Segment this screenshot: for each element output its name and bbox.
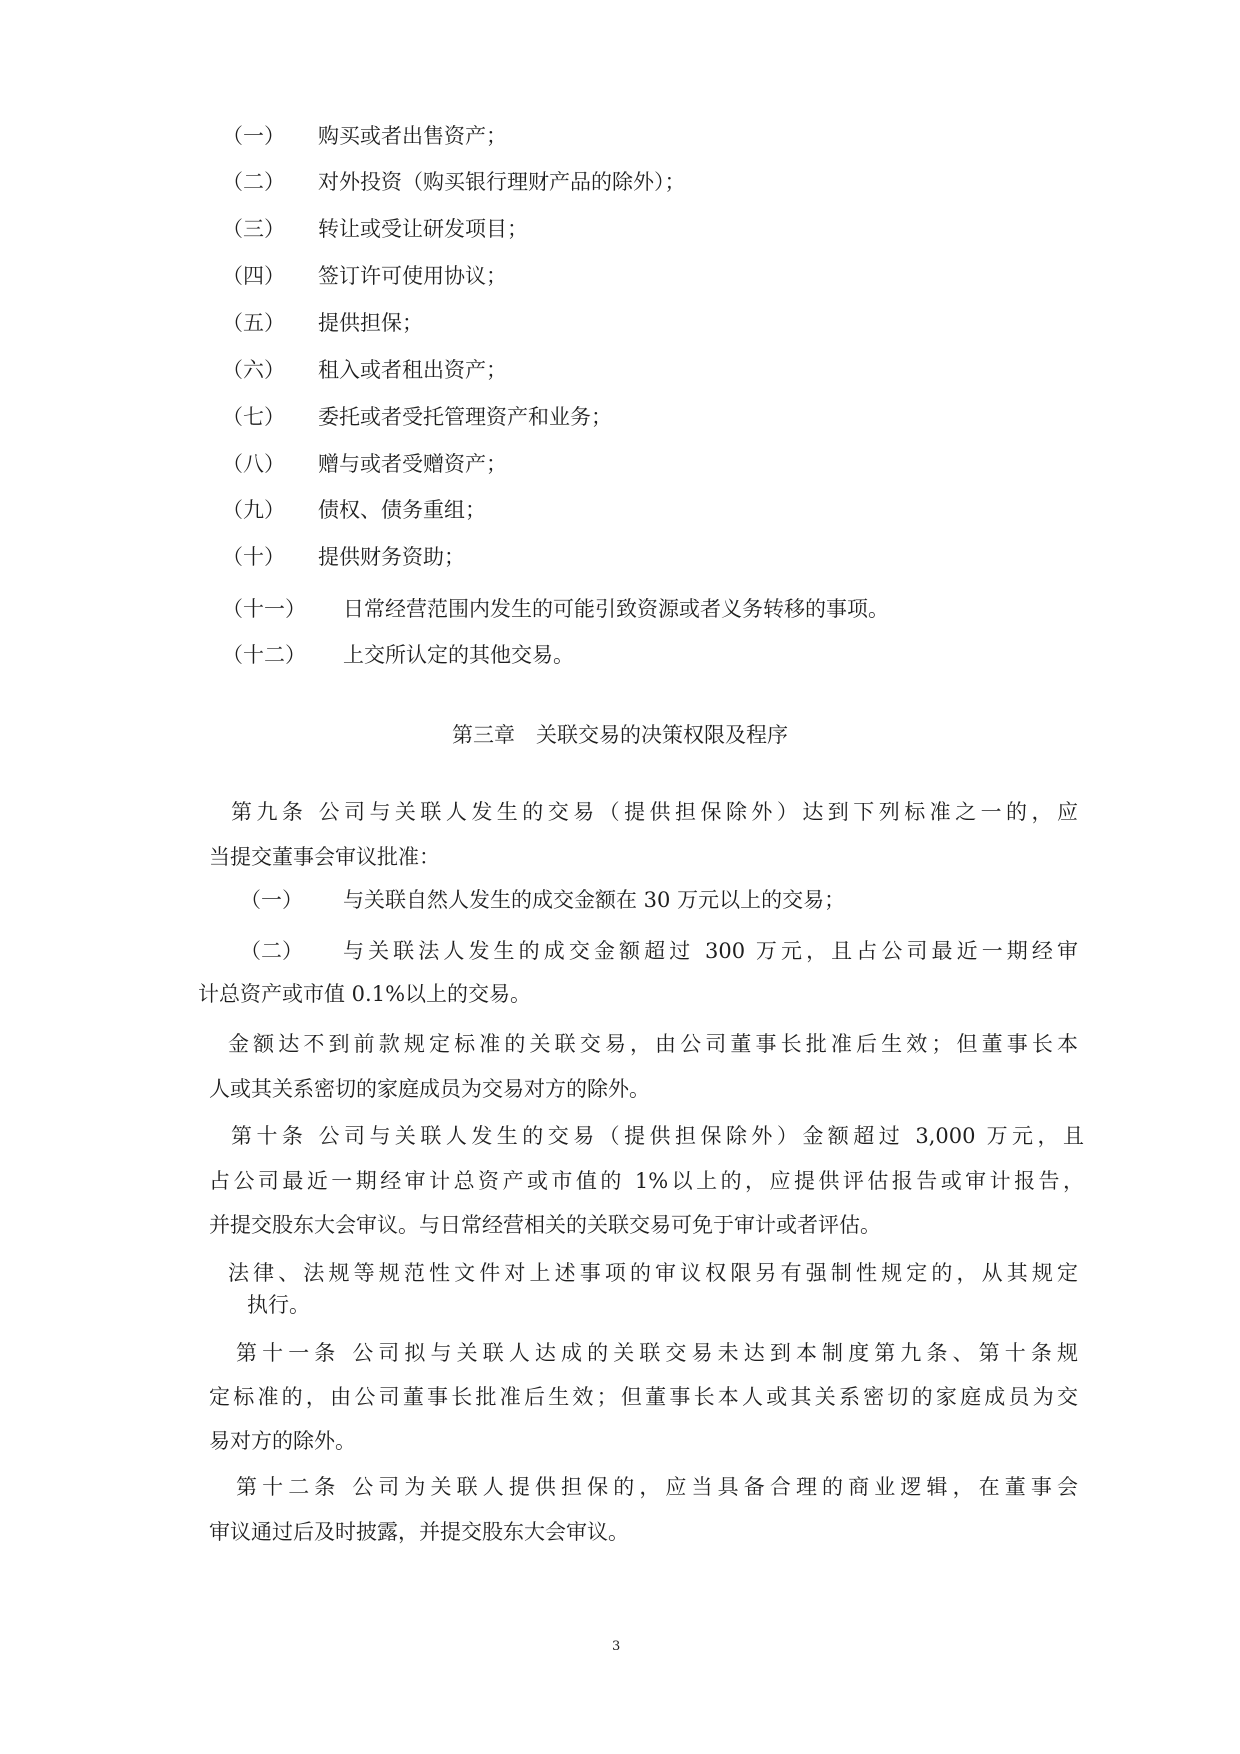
- list-item: 日常经营范围内发生的可能引致资源或者义务转移的事项。: [343, 597, 889, 621]
- list-item: 租入或者租出资产；: [318, 358, 507, 382]
- list-item: 债权、债务重组；: [318, 498, 486, 522]
- paragraph-line: 占公司最近一期经审计总资产或市值的 1%以上的，应提供评估报告或审计报告，: [209, 1169, 1084, 1193]
- list-label: （十二）: [222, 643, 306, 667]
- paragraph-line: 法律、法规等规范性文件对上述事项的审议权限另有强制性规定的，从其规定: [228, 1261, 1078, 1285]
- list-item: 委托或者受托管理资产和业务；: [318, 405, 612, 429]
- list-item: 赠与或者受赠资产；: [318, 452, 507, 476]
- list-label: （一）: [240, 888, 303, 912]
- list-item: 提供担保；: [318, 311, 423, 335]
- paragraph-line: 人或其关系密切的家庭成员为交易对方的除外。: [209, 1077, 650, 1101]
- list-item: 转让或受让研发项目；: [318, 217, 528, 241]
- list-item: 与关联法人发生的成交金额超过 300 万元，且占公司最近一期经审: [343, 939, 1078, 963]
- list-item: 与关联自然人发生的成交金额在 30 万元以上的交易；: [343, 888, 846, 912]
- paragraph-line: 定标准的，由公司董事长批准后生效；但董事长本人或其关系密切的家庭成员为交: [209, 1385, 1078, 1409]
- list-label: （五）: [222, 311, 285, 335]
- paragraph-line: 计总资产或市值 0.1%以上的交易。: [198, 982, 532, 1006]
- paragraph-line: 并提交股东大会审议。与日常经营相关的关联交易可免于审计或者评估。: [209, 1213, 881, 1237]
- list-label: （十）: [222, 545, 285, 569]
- paragraph-line: 当提交董事会审议批准：: [209, 845, 440, 869]
- list-label: （六）: [222, 358, 285, 382]
- paragraph-line: 第九条 公司与关联人发生的交易（提供担保除外）达到下列标准之一的，应: [231, 800, 1078, 824]
- paragraph-line: 第十条 公司与关联人发生的交易（提供担保除外）金额超过 3,000 万元，且: [231, 1124, 1084, 1148]
- paragraph-line: 第十二条 公司为关联人提供担保的，应当具备合理的商业逻辑，在董事会: [236, 1475, 1078, 1499]
- paragraph-line: 易对方的除外。: [209, 1429, 356, 1453]
- list-item: 对外投资（购买银行理财产品的除外）；: [318, 170, 686, 194]
- list-label: （二）: [240, 939, 303, 963]
- list-label: （十一）: [222, 597, 306, 621]
- list-item: 上交所认定的其他交易。: [343, 643, 574, 667]
- list-item: 购买或者出售资产；: [318, 124, 507, 148]
- list-label: （八）: [222, 452, 285, 476]
- paragraph-line: 执行。: [247, 1293, 310, 1317]
- paragraph-line: 审议通过后及时披露，并提交股东大会审议。: [209, 1520, 629, 1544]
- paragraph-line: 第十一条 公司拟与关联人达成的关联交易未达到本制度第九条、第十条规: [236, 1341, 1078, 1365]
- list-label: （九）: [222, 498, 285, 522]
- chapter-title: 第三章 关联交易的决策权限及程序: [452, 723, 788, 747]
- list-label: （二）: [222, 170, 285, 194]
- list-label: （三）: [222, 217, 285, 241]
- list-item: 签订许可使用协议；: [318, 264, 507, 288]
- page-number: 3: [612, 1639, 621, 1654]
- list-label: （一）: [222, 124, 285, 148]
- list-item: 提供财务资助；: [318, 545, 465, 569]
- list-label: （七）: [222, 405, 285, 429]
- list-label: （四）: [222, 264, 285, 288]
- paragraph-line: 金额达不到前款规定标准的关联交易，由公司董事长批准后生效；但董事长本: [228, 1032, 1078, 1056]
